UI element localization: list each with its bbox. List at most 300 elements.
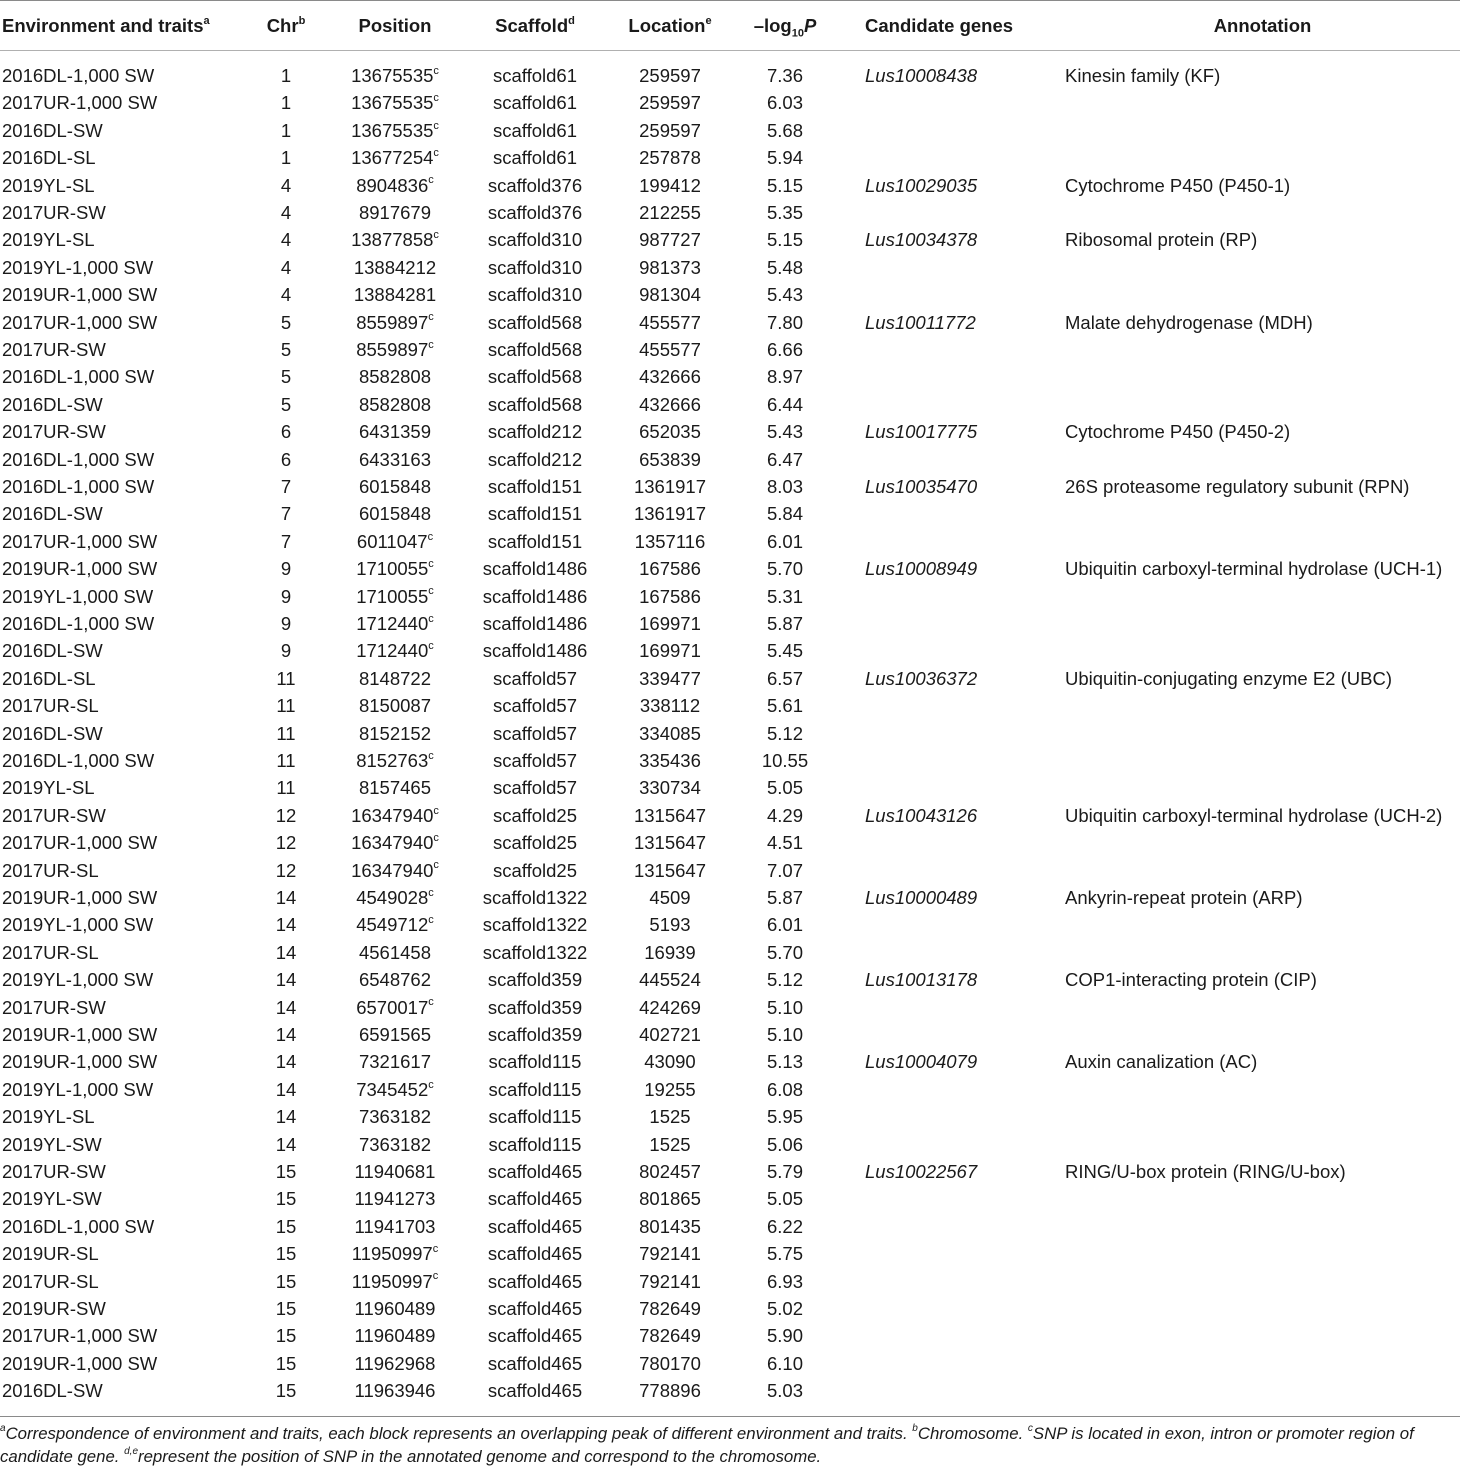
cell-location: 801865 xyxy=(639,1188,701,1210)
table-row xyxy=(0,199,1460,226)
cell-location: 259597 xyxy=(639,92,701,114)
cell-chr: 14 xyxy=(275,1024,297,1045)
cell-location: 169971 xyxy=(639,613,701,634)
cell-location: 259597 xyxy=(639,119,701,141)
cell-chr: 1 xyxy=(280,92,292,114)
cell-position: 11941273 xyxy=(354,1188,436,1210)
cell-chr: 9 xyxy=(280,640,292,662)
cell-scaffold: scaffold61 xyxy=(493,92,577,114)
cell-env: 2019UR-1,000 SW xyxy=(2,1024,158,1045)
table-row xyxy=(0,1377,1460,1404)
cell-chr: 11 xyxy=(276,722,296,744)
cell-location: 1525 xyxy=(649,1106,691,1128)
cell-chr: 4 xyxy=(280,229,292,251)
cell-position: 7345452$^c$ xyxy=(356,1078,434,1100)
cell-chr: 1 xyxy=(280,65,292,86)
cell-scaffold: scaffold465 xyxy=(487,1298,583,1319)
cell-scaffold: scaffold465 xyxy=(487,1161,583,1182)
cell-logp: 5.03 xyxy=(766,1380,803,1402)
cell-position: 1710055$^c$ xyxy=(356,558,434,580)
cell-position: 11960489 xyxy=(354,1298,436,1319)
cell-logp: 5.02 xyxy=(766,1298,803,1319)
cell-logp: 5.06 xyxy=(766,1133,803,1155)
cell-scaffold: scaffold376 xyxy=(487,202,583,223)
cell-logp: 5.79 xyxy=(766,1161,803,1182)
table-row xyxy=(0,1295,1460,1322)
cell-location: 1361917 xyxy=(633,476,707,497)
cell-position: 11962968 xyxy=(354,1352,436,1374)
table-row xyxy=(0,1322,1460,1349)
cell-position: 8157465 xyxy=(358,777,432,799)
cell-scaffold: scaffold25 xyxy=(493,832,577,854)
table-row xyxy=(0,1103,1460,1130)
cell-position: 6433163 xyxy=(358,448,432,470)
cell-position: 13677254$^c$ xyxy=(351,147,439,169)
cell-chr: 11 xyxy=(276,695,296,717)
cell-location: 212255 xyxy=(639,202,701,223)
cell-position: 8559897$^c$ xyxy=(356,338,434,360)
cell-env: 2016DL-SW xyxy=(2,503,103,525)
cell-position: 8582808 xyxy=(358,393,432,415)
cell-location: 1357116 xyxy=(634,530,706,552)
table-row xyxy=(0,1158,1460,1185)
cell-scaffold: scaffold465 xyxy=(487,1188,583,1210)
cell-scaffold: scaffold151 xyxy=(487,530,583,552)
cell-logp: 5.43 xyxy=(766,284,803,306)
table-row xyxy=(0,747,1460,774)
cell-chr: 15 xyxy=(275,1215,297,1237)
cell-scaffold: scaffold57 xyxy=(493,695,577,717)
cell-chr: 11 xyxy=(276,777,296,799)
cell-env: 2019UR-SL xyxy=(2,1243,99,1265)
cell-chr: 9 xyxy=(280,613,292,634)
cell-scaffold: scaffold359 xyxy=(487,996,583,1018)
cell-position: 13675535$^c$ xyxy=(351,64,439,86)
table-row xyxy=(0,309,1460,336)
cell-chr: 14 xyxy=(275,1051,297,1073)
cell-location: 334085 xyxy=(639,722,701,744)
cell-scaffold: scaffold115 xyxy=(488,1078,582,1100)
cell-chr: 15 xyxy=(275,1325,297,1347)
cell-position: 1710055$^c$ xyxy=(356,585,434,607)
cell-logp: 6.22 xyxy=(766,1215,803,1237)
cell-logp: 5.87 xyxy=(766,887,803,908)
cell-env: 2016DL-1,000 SW xyxy=(2,448,155,470)
cell-logp: 4.51 xyxy=(766,832,803,854)
cell-logp: 5.90 xyxy=(766,1325,803,1347)
cell-scaffold: scaffold25 xyxy=(493,859,577,881)
cell-candidate-gene: Lus10022567 xyxy=(865,1161,978,1182)
bottom-rule xyxy=(0,1416,1460,1417)
header-rule xyxy=(0,50,1460,51)
cell-position: 4549712$^c$ xyxy=(356,914,434,936)
table-row xyxy=(0,500,1460,527)
cell-logp: 7.07 xyxy=(766,859,803,881)
cell-candidate-gene: Lus10043126 xyxy=(865,804,978,826)
cell-chr: 15 xyxy=(275,1161,297,1182)
table-row xyxy=(0,1185,1460,1212)
cell-position: 6431359 xyxy=(358,421,432,443)
table-row xyxy=(0,665,1460,692)
table-row xyxy=(0,610,1460,637)
cell-chr: 4 xyxy=(280,284,292,306)
cell-env: 2019YL-SW xyxy=(2,1133,102,1155)
cell-env: 2019YL-SL xyxy=(2,229,95,251)
cell-scaffold: scaffold115 xyxy=(488,1133,582,1155)
cell-position: 11963946 xyxy=(354,1380,436,1402)
cell-chr: 5 xyxy=(280,393,292,415)
cell-position: 1712440$^c$ xyxy=(356,612,434,634)
table-row xyxy=(0,884,1460,911)
header-candidate-genes: Candidate genes xyxy=(865,15,1014,36)
cell-scaffold: scaffold1322 xyxy=(482,914,588,936)
cell-env: 2019UR-1,000 SW xyxy=(2,1051,158,1073)
cell-logp: 5.61 xyxy=(766,695,803,717)
cell-env: 2017UR-1,000 SW xyxy=(2,832,158,854)
cell-annotation: Ribosomal protein (RP) xyxy=(1065,229,1258,251)
cell-chr: 12 xyxy=(275,804,297,826)
cell-chr: 15 xyxy=(275,1380,297,1402)
cell-location: 259597 xyxy=(639,65,701,86)
cell-env: 2016DL-1,000 SW xyxy=(2,1215,155,1237)
cell-logp: 6.44 xyxy=(766,393,803,415)
table-row xyxy=(0,1240,1460,1267)
cell-chr: 14 xyxy=(275,1133,297,1155)
table-row xyxy=(0,911,1460,938)
cell-position: 11941703 xyxy=(354,1215,436,1237)
cell-annotation: Ubiquitin-conjugating enzyme E2 (UBC) xyxy=(1065,667,1392,689)
cell-env: 2019YL-1,000 SW xyxy=(2,256,154,278)
cell-scaffold: scaffold310 xyxy=(487,256,583,278)
cell-env: 2016DL-1,000 SW xyxy=(2,366,155,388)
cell-chr: 15 xyxy=(275,1352,297,1374)
table-row xyxy=(0,281,1460,308)
cell-scaffold: scaffold57 xyxy=(493,667,577,689)
cell-logp: 5.15 xyxy=(766,174,803,196)
cell-logp: 5.15 xyxy=(766,229,803,251)
cell-chr: 15 xyxy=(275,1298,297,1319)
cell-scaffold: scaffold465 xyxy=(487,1380,583,1402)
cell-chr: 4 xyxy=(280,202,292,223)
cell-logp: 5.13 xyxy=(766,1051,803,1073)
table-row xyxy=(0,583,1460,610)
footnote-marker: d,e xyxy=(124,1445,139,1457)
cell-location: 1315647 xyxy=(633,859,707,881)
cell-env: 2016DL-1,000 SW xyxy=(2,750,155,771)
table-footnote xyxy=(0,1423,1460,1468)
cell-env: 2019YL-1,000 SW xyxy=(2,969,154,991)
cell-position: 16347940$^c$ xyxy=(351,832,439,854)
cell-location: 169971 xyxy=(639,640,701,662)
cell-env: 2019UR-1,000 SW xyxy=(2,558,158,580)
cell-scaffold: scaffold359 xyxy=(487,969,583,991)
cell-location: 801435 xyxy=(639,1215,701,1237)
cell-position: 4561458 xyxy=(358,941,432,963)
cell-annotation: Cytochrome P450 (P450-2) xyxy=(1065,421,1291,443)
cell-annotation: COP1-interacting protein (CIP) xyxy=(1065,969,1317,991)
cell-position: 8582808 xyxy=(358,366,432,388)
cell-position: 6015848 xyxy=(358,476,432,497)
cell-logp: 7.80 xyxy=(766,311,803,333)
cell-scaffold: scaffold465 xyxy=(487,1243,583,1265)
cell-location: 782649 xyxy=(639,1325,701,1347)
cell-env: 2016DL-SW xyxy=(2,1380,103,1402)
cell-env: 2017UR-1,000 SW xyxy=(2,1325,158,1347)
cell-position: 11950997$^c$ xyxy=(351,1243,439,1265)
cell-scaffold: scaffold115 xyxy=(488,1106,582,1128)
table-row xyxy=(0,802,1460,829)
cell-location: 335436 xyxy=(639,750,701,771)
cell-logp: 5.84 xyxy=(766,503,803,525)
table-row xyxy=(0,555,1460,582)
cell-position: 8152763$^c$ xyxy=(356,749,434,771)
cell-logp: 6.66 xyxy=(766,339,803,360)
cell-chr: 14 xyxy=(275,1078,297,1100)
footnote-text: represent the position of SNP in the annotated genome and correspond to the chromosome. xyxy=(138,1446,822,1466)
table-row xyxy=(0,1350,1460,1377)
cell-scaffold: scaffold61 xyxy=(493,65,577,86)
cell-chr: 6 xyxy=(280,448,292,470)
cell-scaffold: scaffold1486 xyxy=(482,585,588,607)
cell-candidate-gene: Lus10035470 xyxy=(865,476,978,497)
cell-env: 2019UR-SW xyxy=(2,1298,106,1319)
cell-logp: 8.03 xyxy=(766,476,803,497)
cell-location: 445524 xyxy=(639,969,701,991)
cell-chr: 5 xyxy=(280,366,292,388)
cell-logp: 5.48 xyxy=(766,256,803,278)
cell-logp: 5.31 xyxy=(766,585,803,607)
cell-position: 6591565 xyxy=(358,1024,432,1045)
footnote-marker: b xyxy=(912,1423,918,1435)
cell-logp: 5.10 xyxy=(766,996,803,1018)
header-position: Position xyxy=(358,15,432,36)
cell-logp: 5.05 xyxy=(766,1188,803,1210)
cell-logp: 5.70 xyxy=(766,558,803,580)
cell-chr: 12 xyxy=(275,859,297,881)
cell-candidate-gene: Lus10004079 xyxy=(865,1051,978,1073)
cell-env: 2019YL-1,000 SW xyxy=(2,914,154,936)
cell-location: 778896 xyxy=(639,1380,701,1402)
cell-position: 6011047$^c$ xyxy=(356,530,434,552)
table-row xyxy=(0,117,1460,144)
cell-env: 2016DL-SW xyxy=(2,119,103,141)
cell-chr: 9 xyxy=(280,558,292,580)
cell-location: 16939 xyxy=(644,941,696,963)
cell-position: 16347940$^c$ xyxy=(351,804,439,826)
cell-position: 8904836$^c$ xyxy=(356,174,434,196)
cell-logp: 6.08 xyxy=(766,1078,803,1100)
cell-location: 402721 xyxy=(639,1024,701,1045)
cell-position: 6548762 xyxy=(358,969,432,991)
cell-chr: 14 xyxy=(275,941,297,963)
cell-env: 2017UR-1,000 SW xyxy=(2,530,158,552)
cell-annotation: Ubiquitin carboxyl-terminal hydrolase (UCH-1) xyxy=(1065,558,1443,580)
cell-location: 987727 xyxy=(639,229,701,251)
header-annotation: Annotation xyxy=(1213,15,1312,36)
cell-env: 2016DL-SW xyxy=(2,393,103,415)
cell-position: 6570017$^c$ xyxy=(356,996,434,1018)
cell-location: 43090 xyxy=(644,1051,696,1073)
cell-position: 6015848 xyxy=(358,503,432,525)
cell-chr: 7 xyxy=(280,503,292,525)
cell-scaffold: scaffold1486 xyxy=(482,558,588,580)
cell-chr: 7 xyxy=(280,530,292,552)
cell-chr: 5 xyxy=(280,339,292,360)
cell-logp: 5.12 xyxy=(766,722,803,744)
cell-env: 2017UR-SW xyxy=(2,202,106,223)
cell-annotation: Ankyrin-repeat protein (ARP) xyxy=(1065,887,1303,908)
cell-env: 2019UR-1,000 SW xyxy=(2,887,158,908)
table-row xyxy=(0,939,1460,966)
footnote-text: Correspondence of environment and traits, each block represents an overlapping peak of different environment and traits. xyxy=(5,1424,913,1443)
table-row xyxy=(0,254,1460,281)
cell-location: 652035 xyxy=(639,421,701,443)
table-row xyxy=(0,144,1460,171)
cell-chr: 5 xyxy=(280,311,292,333)
footnote-marker: c xyxy=(1027,1423,1033,1435)
cell-logp: 5.94 xyxy=(766,147,803,169)
cell-logp: 6.03 xyxy=(766,92,803,114)
cell-logp: 5.87 xyxy=(766,613,803,634)
cell-chr: 12 xyxy=(275,832,297,854)
table-row xyxy=(0,391,1460,418)
cell-position: 8559897$^c$ xyxy=(356,311,434,333)
table-row xyxy=(0,62,1460,89)
cell-location: 455577 xyxy=(639,311,701,333)
cell-logp: 5.75 xyxy=(766,1243,803,1265)
cell-chr: 6 xyxy=(280,421,292,443)
cell-position: 16347940$^c$ xyxy=(351,859,439,881)
cell-chr: 14 xyxy=(275,996,297,1018)
table-row xyxy=(0,692,1460,719)
cell-chr: 1 xyxy=(280,147,292,169)
cell-location: 1315647 xyxy=(633,832,707,854)
cell-chr: 14 xyxy=(275,914,297,936)
cell-logp: 5.68 xyxy=(766,119,803,141)
cell-position: 8148722 xyxy=(358,667,432,689)
header-scaffold: Scaffold$^d$ xyxy=(495,14,575,36)
cell-scaffold: scaffold151 xyxy=(487,503,583,525)
header-location: Location$^e$ xyxy=(628,14,712,36)
cell-location: 653839 xyxy=(639,448,701,470)
cell-location: 424269 xyxy=(639,996,701,1018)
cell-scaffold: scaffold25 xyxy=(493,804,577,826)
cell-candidate-gene: Lus10017775 xyxy=(865,421,978,443)
header-env: Environment and traits$^a$ xyxy=(2,14,210,36)
cell-env: 2019YL-SL xyxy=(2,174,95,196)
cell-location: 1361917 xyxy=(633,503,707,525)
cell-env: 2016DL-SL xyxy=(2,667,96,689)
cell-scaffold: scaffold465 xyxy=(487,1352,583,1374)
table-row xyxy=(0,637,1460,664)
cell-logp: 6.01 xyxy=(766,530,803,552)
cell-location: 4509 xyxy=(649,887,691,908)
cell-env: 2019YL-1,000 SW xyxy=(2,585,154,607)
cell-location: 330734 xyxy=(639,777,701,799)
cell-chr: 7 xyxy=(280,476,292,497)
cell-position: 13675535$^c$ xyxy=(351,92,439,114)
cell-env: 2016DL-SL xyxy=(2,147,96,169)
cell-env: 2019YL-SL xyxy=(2,777,95,799)
cell-chr: 9 xyxy=(280,585,292,607)
table-row xyxy=(0,1131,1460,1158)
cell-logp: 6.93 xyxy=(766,1270,803,1292)
cell-env: 2019UR-1,000 SW xyxy=(2,284,158,306)
cell-position: 13884212 xyxy=(353,256,437,278)
cell-annotation: Auxin canalization (AC) xyxy=(1065,1051,1258,1073)
cell-logp: 5.45 xyxy=(766,640,803,662)
cell-location: 802457 xyxy=(639,1161,701,1182)
cell-scaffold: scaffold310 xyxy=(487,284,583,306)
cell-position: 8917679 xyxy=(358,202,432,223)
table-row xyxy=(0,446,1460,473)
cell-scaffold: scaffold568 xyxy=(487,393,583,415)
cell-logp: 5.35 xyxy=(766,202,803,223)
cell-env: 2019YL-1,000 SW xyxy=(2,1078,154,1100)
cell-scaffold: scaffold61 xyxy=(493,119,577,141)
cell-location: 432666 xyxy=(639,366,701,388)
cell-candidate-gene: Lus10036372 xyxy=(865,667,978,689)
cell-env: 2016DL-SW xyxy=(2,640,103,662)
cell-candidate-gene: Lus10008438 xyxy=(865,65,978,86)
cell-logp: 4.29 xyxy=(766,804,803,826)
table-row xyxy=(0,720,1460,747)
cell-scaffold: scaffold151 xyxy=(487,476,583,497)
cell-position: 11940681 xyxy=(354,1161,436,1182)
cell-scaffold: scaffold1322 xyxy=(482,887,588,908)
cell-scaffold: scaffold61 xyxy=(493,147,577,169)
footnote-text: Chromosome. xyxy=(917,1424,1028,1443)
cell-env: 2017UR-SW xyxy=(2,804,106,826)
cell-env: 2017UR-1,000 SW xyxy=(2,311,158,333)
cell-chr: 4 xyxy=(280,256,292,278)
cell-location: 167586 xyxy=(639,585,701,607)
cell-location: 1315647 xyxy=(633,804,707,826)
cell-position: 4549028$^c$ xyxy=(356,886,434,908)
cell-scaffold: scaffold212 xyxy=(487,448,583,470)
cell-scaffold: scaffold568 xyxy=(487,366,583,388)
cell-logp: 5.12 xyxy=(766,969,803,991)
cell-location: 257878 xyxy=(639,147,701,169)
cell-chr: 15 xyxy=(275,1188,297,1210)
cell-scaffold: scaffold465 xyxy=(487,1215,583,1237)
cell-candidate-gene: Lus10034378 xyxy=(865,229,978,251)
cell-scaffold: scaffold568 xyxy=(487,339,583,360)
cell-scaffold: scaffold115 xyxy=(488,1051,582,1073)
table-row xyxy=(0,829,1460,856)
cell-annotation: 26S proteasome regulatory subunit (RPN) xyxy=(1065,476,1410,497)
cell-scaffold: scaffold57 xyxy=(493,750,577,771)
cell-logp: 7.36 xyxy=(766,65,803,86)
cell-annotation: Malate dehydrogenase (MDH) xyxy=(1065,311,1313,333)
cell-position: 11950997$^c$ xyxy=(351,1270,439,1292)
cell-candidate-gene: Lus10011772 xyxy=(865,311,976,333)
cell-location: 19255 xyxy=(644,1078,696,1100)
cell-candidate-gene: Lus10013178 xyxy=(865,969,978,991)
cell-scaffold: scaffold359 xyxy=(487,1024,583,1045)
cell-logp: 6.01 xyxy=(766,914,803,936)
cell-chr: 11 xyxy=(276,750,296,771)
cell-location: 455577 xyxy=(639,339,701,360)
cell-chr: 15 xyxy=(275,1243,297,1265)
cell-location: 792141 xyxy=(639,1270,701,1292)
cell-location: 780170 xyxy=(639,1352,701,1374)
cell-position: 7363182 xyxy=(358,1106,432,1128)
footnote-text: SNP is located in exon, intron or promoter region of candidate gene. xyxy=(0,1424,1414,1466)
cell-location: 338112 xyxy=(639,695,701,717)
cell-chr: 4 xyxy=(280,174,292,196)
table-row xyxy=(0,473,1460,500)
